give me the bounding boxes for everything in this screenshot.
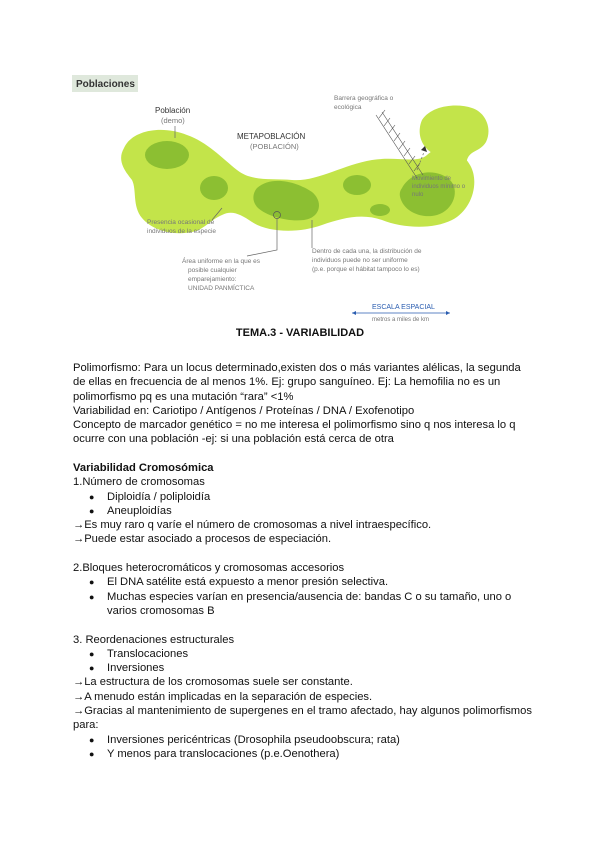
metapoblacion-sub-label: (POBLACIÓN) (250, 142, 299, 151)
intro-block (73, 361, 533, 447)
note-line: →La estructura de los cromosomas suele ser constante. (73, 676, 353, 689)
populations-figure (72, 70, 532, 325)
metapoblacion-label: METAPOBLACIÓN (237, 132, 306, 141)
s3-list-2 (73, 733, 533, 762)
list-item: ● Inversiones (73, 661, 533, 675)
dense-zone-4 (343, 175, 371, 195)
intro-line: Concepto de marcador genético = no me interesa el polimorfismo sino q nos interesa lo q (73, 419, 516, 432)
s3-list (73, 647, 533, 676)
populations-diagram (72, 70, 532, 325)
list-item: ● El DNA satélite está expuesto a menor presión selectiva. (73, 575, 533, 589)
dentro-label-2: individuos puede no ser uniforme (312, 257, 408, 264)
movimiento-label-3: nulo (412, 192, 424, 198)
list-item: ● Inversiones pericéntricas (Drosophila pseudoobscura; rata) (73, 733, 533, 747)
dense-zone-5 (370, 204, 390, 216)
note-line: para: (73, 719, 99, 732)
presencia-label-1: Presencia ocasional de (147, 219, 215, 226)
dense-zone-2 (200, 176, 228, 200)
note-line: →A menudo están implicadas en la separación de especies. (73, 690, 373, 703)
note-line: →Gracias al mantenimiento de supergenes en el tramo afectado, hay algunos polimorfismos (73, 705, 532, 718)
poblacion-label: Población (155, 106, 191, 115)
figure-title: Poblaciones (76, 79, 135, 90)
chromosomal-section (73, 461, 533, 761)
dense-zone-1 (145, 141, 189, 169)
list-item-text: varios cromosomas B (107, 604, 215, 617)
subsection-title-2: 2.Bloques heterocromáticos y cromosomas accesorios (73, 562, 345, 575)
list-item: ● Aneuploidías (73, 504, 533, 518)
intro-line: Variabilidad en: Cariotipo / Antígenos / Proteínas / DNA / Exofenotipo (73, 404, 415, 417)
dentro-label-3: (p.e. porque el hábitat tampoco lo es) (312, 266, 420, 273)
list-item: ● Y menos para translocaciones (p.e.Oenothera) (73, 747, 533, 761)
area-label-1: Área uniforme en la que es (182, 258, 261, 265)
barrera-label-2: ecológica (334, 104, 362, 111)
presencia-label-2: individuos de la especie (147, 228, 217, 235)
intro-line: polimorfismo pq es una mutación “rara” <1% (73, 390, 294, 403)
intro-line: de ellas en frecuencia de al menos 1%. Ej: grupo sanguíneo. Ej: La hemofilia no es un (73, 376, 501, 389)
list-item: ● Translocaciones (73, 647, 533, 661)
subsection-title-1: 1.Número de cromosomas (73, 476, 205, 489)
subsection-title-3: 3. Reordenaciones estructurales (73, 633, 235, 646)
s1-list (73, 490, 533, 519)
dentro-label-1: Dentro de cada una, la distribución de (312, 248, 422, 255)
section-title: Variabilidad Cromosómica (73, 462, 214, 474)
barrera-label-1: Barrera geográfica o (334, 95, 394, 102)
area-label-3: emparejamiento: (188, 276, 237, 283)
demo-label: (demo) (161, 116, 185, 125)
page-heading: TEMA.3 - VARIABILIDAD (235, 327, 365, 339)
movimiento-label-2: individuos mínimo o (412, 184, 466, 190)
list-item: ● Diploidía / poliploidía (73, 490, 533, 504)
intro-line: ocurre con una población -ej: si una población está cerca de otra (73, 433, 394, 446)
area-label-4: UNIDAD PANMÍCTICA (188, 285, 255, 292)
intro-line: Polimorfismo: Para un locus determinado,existen dos o más variantes alélicas, la segunda (73, 362, 521, 374)
s2-list (73, 575, 533, 618)
note-line: →Puede estar asociado a procesos de especiación. (73, 533, 332, 546)
escala-label: ESCALA ESPACIAL (372, 304, 435, 311)
list-item (73, 590, 533, 619)
area-label-2: posible cualquier (188, 267, 237, 274)
isolated-small-blob (460, 143, 468, 153)
list-item-text: Muchas especies varían en presencia/ausencia de: bandas C o su tamaño, uno o (107, 590, 512, 603)
escala-sub-label: metros a miles de km (372, 317, 430, 323)
note-line: →Es muy raro q varíe el número de cromosomas a nivel intraespecífico. (73, 519, 432, 532)
movimiento-label-1: Movimiento de (412, 176, 452, 182)
